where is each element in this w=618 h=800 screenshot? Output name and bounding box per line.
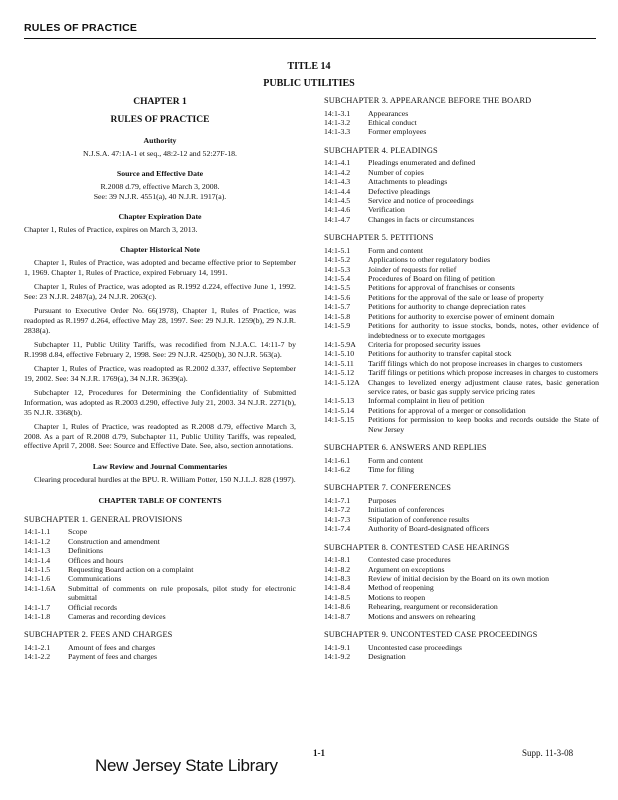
- section-number: 14:1-5.6: [324, 292, 351, 302]
- toc-entry: [324, 109, 599, 118]
- section-title: Designation: [368, 652, 406, 662]
- toc-entry: [324, 283, 599, 292]
- section-number: 14:1-4.4: [324, 186, 351, 196]
- toc-entry: [324, 312, 599, 321]
- section-number: 14:1-7.4: [324, 524, 351, 534]
- subchapter-heading: SUBCHAPTER 5. PETITIONS: [324, 233, 434, 243]
- toc-entry: [324, 359, 599, 368]
- section-number: 14:1-6.1: [324, 455, 351, 465]
- section-number: 14:1-1.2: [24, 536, 51, 546]
- toc-entry: [324, 565, 599, 574]
- historical-paragraph: Chapter 1, Rules of Practice, was readopted as R.2002 d.337, effective September 19, 2002. See: 34 N.J.R. 1769(a), 34 N.J.R. 3639(a).: [24, 364, 296, 383]
- section-number: 14:1-5.1: [324, 245, 351, 255]
- section-number: 14:1-8.7: [324, 611, 351, 621]
- section-number: 14:1-5.7: [324, 302, 351, 312]
- section-number: 14:1-8.3: [324, 574, 351, 583]
- toc-list: [324, 456, 599, 475]
- section-title: Method of reopening: [368, 583, 434, 593]
- section-number: 14:1-2.1: [24, 643, 51, 653]
- section-number: 14:1-4.7: [324, 214, 351, 224]
- toc-list: [324, 496, 599, 534]
- section-number: 14:1-1.4: [24, 555, 51, 565]
- section-number: 14:1-8.4: [324, 583, 351, 593]
- section-title: Petitions for the approval of the sale or lease of property: [368, 292, 544, 302]
- historical-paragraph: Subchapter 12, Procedures for Determining the Confidentiality of Submitted Information, was adopted as R.2003 d.290, effective July 21, 2003. 34 N.J.R. 2271(b), 35 N.J.R. 3368(b).: [24, 388, 296, 417]
- section-number: 14:1-1.6: [24, 574, 51, 584]
- section-number: 14:1-4.1: [324, 158, 351, 168]
- toc-entry: [24, 652, 296, 661]
- toc-entry: [324, 321, 599, 340]
- toc-entry: [24, 546, 296, 555]
- section-title: Motions to reopen: [368, 592, 426, 602]
- toc-entry: [324, 302, 599, 311]
- section-title: Petitions for approval of franchises or consents: [368, 283, 515, 293]
- chapter-title: RULES OF PRACTICE: [110, 114, 210, 125]
- left-column: [24, 96, 296, 662]
- section-title: Petitions for authority to exercise power of eminent domain: [368, 311, 555, 321]
- section-title: Argument on exceptions: [368, 564, 445, 574]
- toc-entry: [324, 415, 599, 434]
- section-title: Tariff filings which do not propose increases in charges to customers: [368, 358, 583, 368]
- section-title: Official records: [68, 602, 117, 612]
- section-number: 14:1-3.2: [324, 118, 351, 127]
- toc-entry: [324, 349, 599, 358]
- section-title: Stipulation of conference results: [368, 514, 470, 524]
- toc-entry: [324, 583, 599, 592]
- subchapter-heading: SUBCHAPTER 4. PLEADINGS: [324, 145, 438, 155]
- section-title: Former employees: [368, 127, 427, 137]
- toc-entry: [24, 643, 296, 652]
- section-title: Submittal of comments on rule proposals, pilot study for electronic submittal: [68, 583, 296, 603]
- section-number: 14:1-5.15: [324, 415, 355, 425]
- section-number: 14:1-8.5: [324, 592, 351, 602]
- section-number: 14:1-5.5: [324, 283, 351, 293]
- section-title: Construction and amendment: [68, 536, 160, 546]
- section-title: Rehearing, reargument or reconsideration: [368, 602, 498, 612]
- toc-entry: [324, 593, 599, 602]
- title: TITLE 14: [287, 61, 331, 72]
- subchapter-heading: SUBCHAPTER 6. ANSWERS AND REPLIES: [324, 442, 487, 452]
- toc-entry: [324, 465, 599, 474]
- subchapter-heading: SUBCHAPTER 8. CONTESTED CASE HEARINGS: [324, 542, 510, 552]
- section-title: Service and notice of proceedings: [368, 196, 474, 206]
- toc-entry: [24, 574, 296, 583]
- toc-entry: [324, 265, 599, 274]
- section-number: 14:1-1.1: [24, 527, 51, 537]
- toc-entry: [324, 187, 599, 196]
- section-title: Motions and answers on rehearing: [368, 611, 476, 621]
- section-title: Number of copies: [368, 167, 424, 177]
- supplement-date: Supp. 11-3-08: [522, 748, 574, 758]
- subchapter-heading: SUBCHAPTER 3. APPEARANCE BEFORE THE BOARD: [324, 96, 532, 105]
- section-number: 14:1-8.1: [324, 555, 351, 565]
- section-title: Communications: [68, 574, 122, 584]
- toc-entry: [24, 537, 296, 546]
- section-number: 14:1-5.12A: [324, 377, 360, 387]
- section-title: Review of initial decision by the Board on its own motion: [368, 574, 550, 583]
- toc-entry: [324, 406, 599, 415]
- historical-paragraph: Chapter 1, Rules of Practice, was adopted and became effective prior to September 1, 1969. Chapter 1, Rules of Practice, expired February 14, 1991.: [24, 257, 296, 277]
- section-number: 14:1-1.7: [24, 602, 51, 612]
- toc-entry: [324, 496, 599, 505]
- section-number: 14:1-2.2: [24, 652, 51, 662]
- section-number: 14:1-4.2: [324, 167, 351, 177]
- toc-entry: [324, 505, 599, 514]
- toc-entry: [324, 293, 599, 302]
- toc-entry: [324, 118, 599, 127]
- section-number: 14:1-7.3: [324, 514, 351, 524]
- toc-entry: [324, 652, 599, 661]
- subchapter-heading: SUBCHAPTER 1. GENERAL PROVISIONS: [24, 514, 183, 524]
- toc-list: [324, 158, 599, 224]
- section-number: 14:1-6.2: [324, 464, 351, 474]
- section-title: Petitions for authority to issue stocks, bonds, notes, other evidence of indebtedness or to execute mortgages: [368, 321, 599, 340]
- page-number: 1-1: [313, 748, 325, 758]
- section-number: 14:1-5.3: [324, 264, 351, 274]
- section-number: 14:1-5.12: [324, 368, 355, 378]
- section-number: 14:1-5.2: [324, 255, 351, 265]
- toc-entry: [324, 196, 599, 205]
- section-title: Applications to other regulatory bodies: [368, 255, 491, 265]
- section-title: Offices and hours: [68, 555, 124, 565]
- section-number: 14:1-4.5: [324, 196, 351, 206]
- section-number: 14:1-5.11: [324, 358, 354, 368]
- section-title: Petitions for authority to change depreciation rates: [368, 302, 526, 312]
- toc-list: [324, 555, 599, 621]
- section-title: Uncontested case proceedings: [368, 642, 462, 652]
- title-subtitle: PUBLIC UTILITIES: [263, 78, 355, 89]
- section-number: 14:1-7.1: [324, 495, 351, 505]
- section-number: 14:1-1.5: [24, 565, 51, 575]
- section-title: Ethical conduct: [368, 118, 417, 127]
- toc-entry: [324, 340, 599, 349]
- section-number: 14:1-4.6: [324, 205, 351, 215]
- library-watermark: New Jersey State Library: [95, 756, 278, 775]
- section-title: Attachments to pleadings: [368, 177, 448, 187]
- source-line-1: R.2008 d.79, effective March 3, 2008.: [100, 181, 220, 191]
- toc-list: [24, 527, 296, 621]
- law-review-heading: Law Review and Journal Commentaries: [92, 462, 228, 472]
- toc-entry: [324, 643, 599, 652]
- section-number: 14:1-5.10: [324, 349, 355, 359]
- subchapter-heading: SUBCHAPTER 2. FEES AND CHARGES: [24, 630, 173, 640]
- header-rule: [24, 38, 596, 39]
- section-number: 14:1-5.8: [324, 311, 351, 321]
- section-title: Petitions for authority to transfer capital stock: [368, 349, 512, 359]
- toc-entry: [324, 127, 599, 136]
- section-number: 14:1-5.9A: [324, 339, 356, 349]
- section-title: Purposes: [368, 495, 397, 505]
- toc-entry: [324, 255, 599, 264]
- toc-entry: [324, 515, 599, 524]
- section-number: 14:1-9.2: [324, 652, 351, 662]
- toc-entry: [24, 612, 296, 621]
- historical-paragraph: Chapter 1, Rules of Practice, was readopted as R.2008 d.79, effective March 3, 2008. As a part of R.2008 d.79, Subchapter 11, Public Utility Tariffs, was repealed, effective April 7, 2008. See: Source and Effective Date. See, also, section annotations.: [24, 422, 296, 451]
- section-title: Petitions for approval of a merger or consolidation: [368, 405, 526, 415]
- section-title: Amount of fees and charges: [68, 643, 156, 653]
- section-number: 14:1-1.8: [24, 612, 51, 622]
- section-number: 14:1-4.3: [324, 177, 351, 187]
- source-line-2: See: 39 N.J.R. 4551(a), 40 N.J.R. 1917(a).: [93, 191, 227, 201]
- source-heading: Source and Effective Date: [116, 169, 204, 179]
- section-title: Payment of fees and charges: [68, 652, 158, 662]
- section-title: Scope: [68, 527, 88, 537]
- section-title: Changes to levelized energy adjustment clause rates, basic generation service rates, or basic gas supply service pricing rates: [368, 377, 599, 396]
- section-title: Time for filing: [368, 464, 415, 474]
- toc-entry: [324, 215, 599, 224]
- section-number: 14:1-9.1: [324, 642, 351, 652]
- section-number: 14:1-5.14: [324, 405, 355, 415]
- toc-heading: CHAPTER TABLE OF CONTENTS: [98, 496, 222, 506]
- section-number: 14:1-5.13: [324, 396, 355, 406]
- toc-entry: [324, 168, 599, 177]
- toc-entry: [24, 565, 296, 574]
- toc-entry: [324, 602, 599, 611]
- section-number: 14:1-8.2: [324, 564, 351, 574]
- section-title: Requesting Board action on a complaint: [68, 565, 194, 575]
- toc-entry: [324, 274, 599, 283]
- section-title: Verification: [368, 205, 405, 215]
- toc-list: [324, 109, 599, 137]
- right-column: [324, 96, 599, 661]
- section-number: 14:1-3.1: [324, 108, 351, 118]
- section-title: Form and content: [368, 245, 424, 255]
- toc-entry: [24, 556, 296, 565]
- authority-text: N.J.S.A. 47:1A-1 et seq., 48:2-12 and 52:27F-18.: [83, 148, 237, 158]
- section-title: Changes in facts or circumstances: [368, 214, 475, 224]
- toc-entry: [324, 555, 599, 564]
- expiration-heading: Chapter Expiration Date: [118, 212, 202, 222]
- toc-entry: [24, 584, 296, 603]
- running-head: RULES OF PRACTICE: [24, 22, 138, 34]
- section-title: Initiation of conferences: [368, 505, 445, 515]
- expiration-text: Chapter 1, Rules of Practice, expires on March 3, 2013.: [24, 224, 198, 234]
- toc-entry: [24, 603, 296, 612]
- section-number: 14:1-5.9: [324, 321, 351, 331]
- section-title: Pleadings enumerated and defined: [368, 158, 476, 168]
- section-title: Form and content: [368, 455, 424, 465]
- toc-entry: [324, 205, 599, 214]
- section-number: 14:1-1.6A: [24, 583, 56, 593]
- section-number: 14:1-5.4: [324, 274, 351, 284]
- toc-entry: [324, 456, 599, 465]
- toc-entry: [324, 246, 599, 255]
- section-title: Definitions: [68, 546, 104, 556]
- historical-paragraph: Chapter 1, Rules of Practice, was adopted as R.1992 d.224, effective June 1, 1992. See: 23 N.J.R. 2487(a), 24 N.J.R. 2063(c).: [24, 282, 296, 301]
- section-title: Appearances: [368, 108, 409, 118]
- historical-paragraph: Subchapter 11, Public Utility Tariffs, was recodified from N.J.A.C. 14:11-7 by R.1998 d.84, effective February 2, 1998. See: 29 N.J.R. 4250(b), 30 N.J.R. 563(a).: [24, 340, 296, 359]
- toc-entry: [324, 396, 599, 405]
- section-title: Criteria for proposed security issues: [368, 339, 481, 349]
- toc-list: [24, 643, 296, 662]
- subchapter-heading: SUBCHAPTER 7. CONFERENCES: [324, 483, 451, 493]
- toc-entry: [324, 524, 599, 533]
- section-title: Defective pleadings: [368, 186, 431, 196]
- section-number: 14:1-3.3: [324, 127, 351, 137]
- section-number: 14:1-1.3: [24, 546, 51, 556]
- toc-entry: [324, 612, 599, 621]
- historical-paragraph: Pursuant to Executive Order No. 66(1978), Chapter 1, Rules of Practice, was readopted as R.1997 d.264, effective May 28, 1997. See: 29 N.J.R. 1259(b), 29 N.J.R. 2838(a).: [24, 306, 296, 335]
- toc-list: [324, 246, 599, 434]
- section-title: Cameras and recording devices: [68, 612, 166, 622]
- authority-heading: Authority: [143, 136, 177, 146]
- section-title: Tariff filings or petitions which propose increases in charges to customers: [368, 368, 598, 378]
- section-title: Procedures of Board on filing of petition: [368, 274, 495, 284]
- title-block: [0, 58, 618, 92]
- toc-list: [324, 643, 599, 662]
- section-title: Informal complaint in lieu of petition: [368, 396, 485, 406]
- subchapter-heading: SUBCHAPTER 9. UNCONTESTED CASE PROCEEDINGS: [324, 630, 538, 640]
- section-title: Joinder of requests for relief: [368, 264, 457, 274]
- section-number: 14:1-7.2: [324, 505, 351, 515]
- section-title: Contested case procedures: [368, 555, 451, 565]
- toc-entry: [324, 378, 599, 397]
- law-review-text: Clearing procedural hurdles at the BPU. R. William Potter, 150 N.J.L.J. 828 (1997).: [34, 474, 296, 484]
- section-number: 14:1-8.6: [324, 602, 351, 612]
- section-title: Petitions for permission to keep books and records outside the State of New Jersey: [368, 415, 599, 434]
- toc-entry: [324, 177, 599, 186]
- toc-entry: [324, 158, 599, 167]
- section-title: Authority of Board-designated officers: [368, 524, 490, 534]
- toc-entry: [324, 368, 599, 377]
- toc-entry: [24, 527, 296, 536]
- toc-entry: [324, 574, 599, 583]
- historical-note-heading: Chapter Historical Note: [120, 245, 200, 255]
- chapter-number: CHAPTER 1: [133, 97, 187, 107]
